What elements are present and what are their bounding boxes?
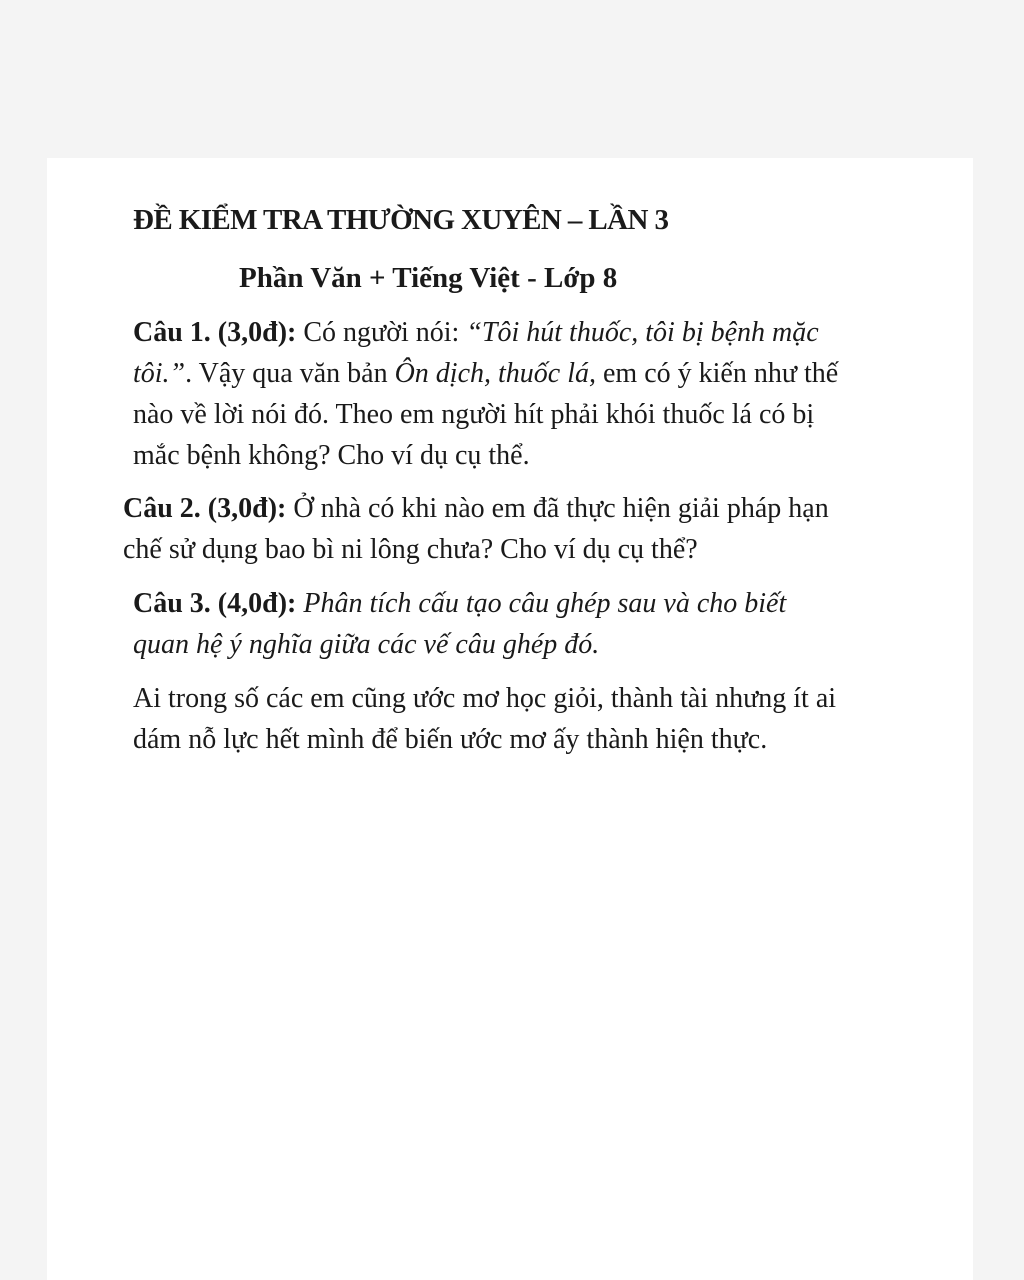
question-1 bbox=[133, 312, 923, 476]
question-3-label: Câu 3. (4,0đ): bbox=[133, 588, 297, 619]
question-2-text: Ở nhà có khi nào em đã thực hiện giải pháp hạn bbox=[286, 493, 829, 524]
question-2-label: Câu 2. (3,0đ): bbox=[123, 493, 287, 524]
page-title: ĐỀ KIỂM TRA THƯỜNG XUYÊN – LẦN 3 bbox=[133, 204, 669, 236]
question-1-quote-end: tôi.” bbox=[133, 358, 186, 389]
question-1-text: . Vậy qua văn bản bbox=[185, 358, 395, 389]
page-subtitle: Phần Văn + Tiếng Việt - Lớp 8 bbox=[239, 262, 618, 294]
example-line-2: dám nỗ lực hết mình để biến ước mơ ấy thành hiện thực. bbox=[133, 724, 768, 755]
question-1-work-title: Ôn dịch, thuốc lá, bbox=[394, 358, 596, 389]
question-3-text: Phân tích cấu tạo câu ghép sau và cho biết bbox=[296, 588, 787, 619]
example-sentence bbox=[133, 678, 933, 760]
question-1-quote-start: “Tôi hút thuốc, tôi bị bệnh mặc bbox=[459, 317, 819, 348]
question-1-line-1 bbox=[133, 312, 923, 353]
question-1-text-rest: em có ý kiến như thế bbox=[596, 358, 839, 389]
question-1-intro: Có người nói: bbox=[296, 317, 460, 348]
question-1-line-3: nào về lời nói đó. Theo em người hít phải khói thuốc lá có bị bbox=[133, 399, 815, 430]
question-2-line-2: chế sử dụng bao bì ni lông chưa? Cho ví dụ cụ thể? bbox=[123, 534, 698, 565]
question-2 bbox=[123, 488, 923, 570]
question-1-label: Câu 1. (3,0đ): bbox=[133, 317, 297, 348]
question-3-line-1 bbox=[133, 583, 923, 624]
example-line-1: Ai trong số các em cũng ước mơ học giỏi, thành tài nhưng ít ai bbox=[133, 683, 837, 714]
question-1-line-4: mắc bệnh không? Cho ví dụ cụ thể. bbox=[133, 440, 530, 471]
question-3-line-2: quan hệ ý nghĩa giữa các vế câu ghép đó. bbox=[133, 629, 600, 660]
question-3 bbox=[133, 583, 923, 665]
question-2-line-1 bbox=[123, 488, 923, 529]
question-1-line-2 bbox=[133, 353, 923, 394]
exam-page bbox=[47, 158, 973, 1280]
